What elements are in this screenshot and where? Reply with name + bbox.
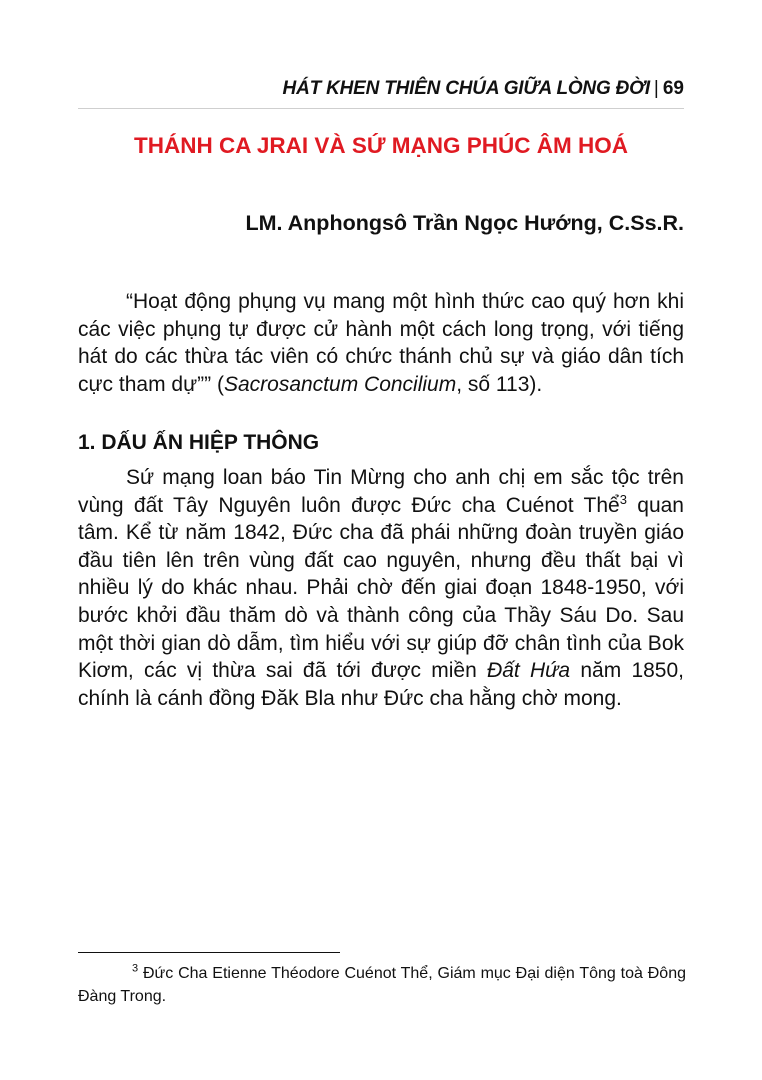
page-number: 69 bbox=[662, 78, 684, 99]
running-header bbox=[0, 77, 684, 101]
quote-text: “Hoạt động phụng vụ mang một hình thức cao quý hơn khi các việc phụng tự được cử hành một cách long trọng, với tiếng hát do các thừa tác viên có chức thánh chủ sự và giáo dân tích cực tham dự”” ( bbox=[78, 290, 684, 396]
running-title: HÁT KHEN THIÊN CHÚA GIỮA LÒNG ĐỜI bbox=[282, 78, 650, 99]
epigraph-quote bbox=[78, 288, 684, 398]
paragraph-italic: Đất Hứa bbox=[487, 659, 571, 683]
section-heading: 1. DẤU ẤN HIỆP THÔNG bbox=[78, 431, 320, 454]
paragraph-text-c: năm 1850, chính là cánh đồng Đăk Bla như Đức cha hằng chờ mong. bbox=[78, 659, 684, 710]
footnote bbox=[78, 962, 686, 1008]
header-separator: | bbox=[653, 78, 659, 99]
footnote-reference[interactable]: 3 bbox=[619, 491, 627, 507]
quote-source-rest: , số 113). bbox=[456, 372, 543, 396]
paragraph-text-b: quan tâm. Kể từ năm 1842, Đức cha đã phái những đoàn truyền giáo đầu tiên lên trên vùng đất cao nguyên, nhưng đều thất bại vì nhiều lý do khác nhau. Phải chờ đến giai đoạn 1848-1950, với bước khởi đầu thăm dò và thành công của Thầy Sáu Do. Sau một thời gian dò dẫm, tìm hiểu với sự giúp đỡ chân tình của Bok Kiơm, các vị thừa sai đã tới được miền bbox=[78, 493, 684, 683]
body-paragraph bbox=[78, 464, 684, 712]
author-line: LM. Anphongsô Trần Ngọc Hướng, C.Ss.R. bbox=[245, 211, 684, 235]
header-rule bbox=[78, 108, 684, 109]
footnote-number: 3 bbox=[132, 962, 139, 975]
chapter-title: THÁNH CA JRAI VÀ SỨ MẠNG PHÚC ÂM HOÁ bbox=[133, 133, 629, 158]
paragraph-text-a: Sứ mạng loan báo Tin Mừng cho anh chị em sắc tộc trên vùng đất Tây Nguyên luôn được Đức cha Cuénot Thể bbox=[78, 466, 684, 517]
quote-source-title: Sacrosanctum Concilium bbox=[223, 372, 457, 396]
footnote-text: Đức Cha Etienne Théodore Cuénot Thể, Giám mục Đại diện Tông toà Đông Đàng Trong. bbox=[78, 965, 686, 1005]
footnote-rule bbox=[78, 952, 340, 953]
